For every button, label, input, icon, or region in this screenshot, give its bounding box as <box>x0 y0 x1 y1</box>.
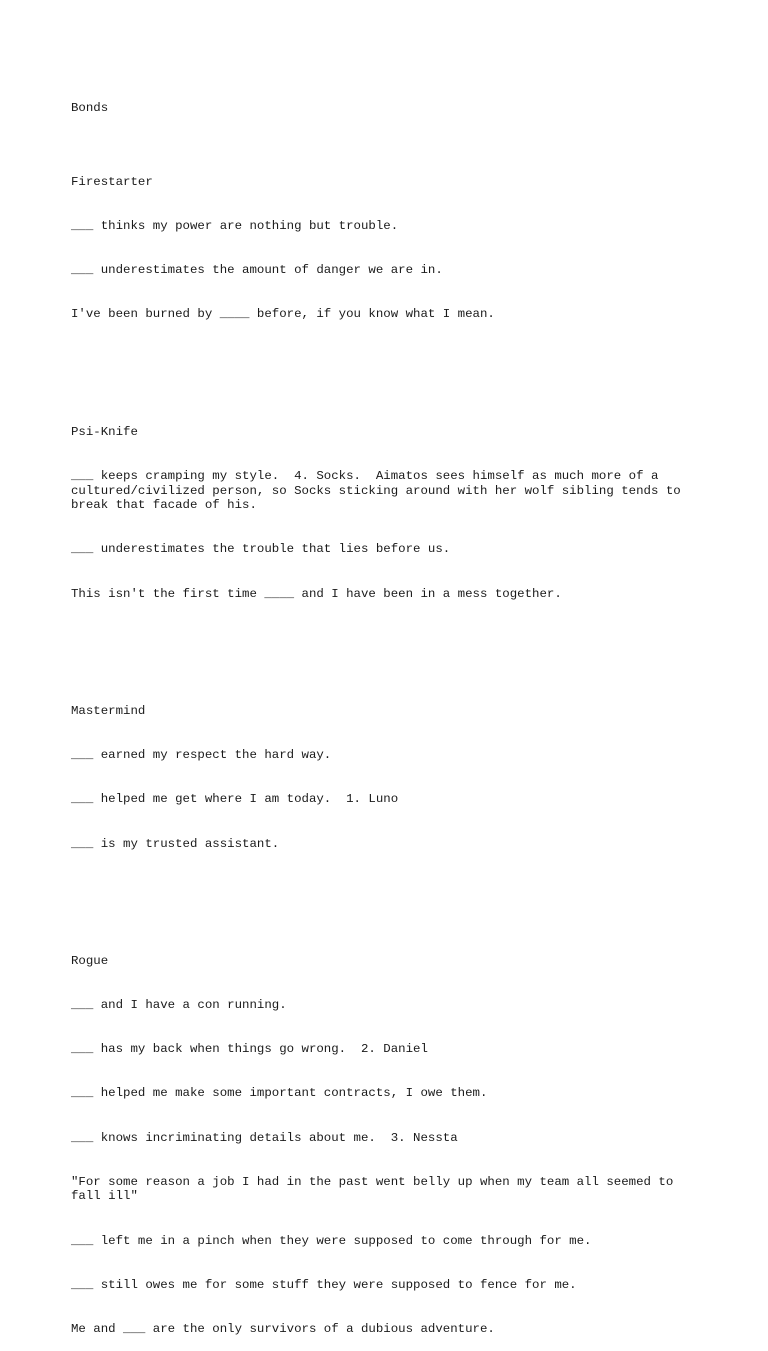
bond-line: I've been burned by ____ before, if you know what I mean. <box>71 307 495 322</box>
bond-line: ___ knows incriminating details about me. 3. Nessta <box>71 1130 458 1145</box>
bond-line: ___ and I have a con running. <box>71 998 287 1013</box>
bond-line: Me and ___ are the only survivors of a dubious adventure. <box>71 1321 495 1336</box>
bond-line: ___ still owes me for some stuff they were supposed to fence for me. <box>71 1277 577 1292</box>
bond-line: ___ underestimates the amount of danger we are in. <box>71 263 443 278</box>
section-heading-firestarter: Firestarter <box>71 174 153 189</box>
bond-line: ___ earned my respect the hard way. <box>71 748 332 763</box>
bond-line: ___ has my back when things go wrong. 2. Daniel <box>71 1042 428 1057</box>
section-spacer <box>71 881 701 896</box>
section-heading-mastermind: Mastermind <box>71 704 146 719</box>
section-spacer <box>71 631 701 646</box>
bond-line: ___ keeps cramping my style. 4. Socks. Aimatos sees himself as much more of a cultured/civilized person, so Socks sticking around with her wolf sibling tends to break that facade of his. <box>71 468 689 513</box>
bond-line: ___ underestimates the trouble that lies before us. <box>71 542 451 557</box>
section-heading-rogue: Rogue <box>71 954 109 969</box>
bond-line: ___ is my trusted assistant. <box>71 836 280 851</box>
document-title: Bonds <box>71 101 109 116</box>
document-body <box>71 72 701 1351</box>
bond-line: ___ thinks my power are nothing but trouble. <box>71 219 399 234</box>
bond-line: ___ helped me get where I am today. 1. Luno <box>71 792 399 807</box>
bond-line: This isn't the first time ____ and I have been in a mess together. <box>71 586 562 601</box>
bond-line: ___ left me in a pinch when they were supposed to come through for me. <box>71 1233 592 1248</box>
section-spacer <box>71 351 701 366</box>
bond-line: "For some reason a job I had in the past went belly up when my team all seemed to fall ill" <box>71 1174 681 1204</box>
section-heading-psi-knife: Psi-Knife <box>71 424 138 439</box>
bond-line: ___ helped me make some important contracts, I owe them. <box>71 1086 488 1101</box>
